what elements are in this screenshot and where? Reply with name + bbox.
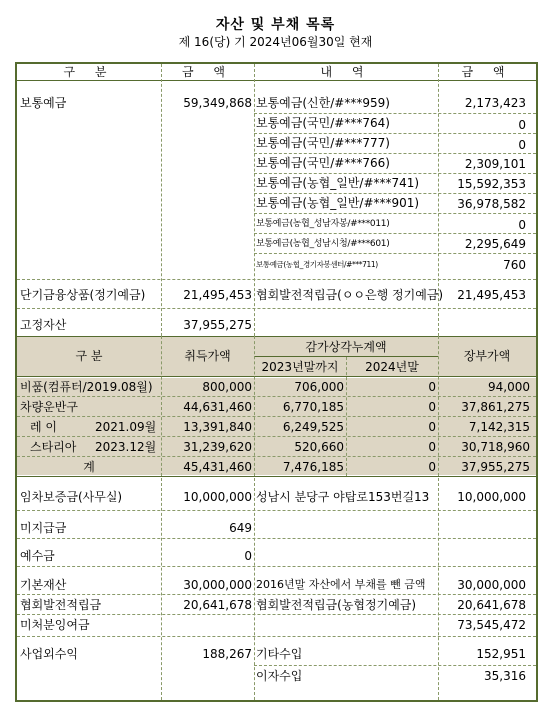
nonop-item-amount: 152,951 <box>476 647 526 661</box>
lease-deposit-amount: 10,000,000 <box>183 490 252 504</box>
asset-header-acquisition: 취득가액 <box>184 349 231 363</box>
deposit-item-desc: 보통예금(농협_일반/#***741) <box>256 176 420 190</box>
row-divider <box>17 396 536 397</box>
row-divider <box>17 636 536 637</box>
asset-row-name: 레 이 <box>30 420 57 434</box>
asset-total-book-value: 37,955,275 <box>461 460 530 474</box>
lease-deposit-desc-amount: 10,000,000 <box>457 490 526 504</box>
asset-header-book-value: 장부가액 <box>463 349 511 363</box>
deposit-item-amount: 15,592,353 <box>457 177 526 191</box>
asset-row-acquisition: 13,391,840 <box>183 420 252 434</box>
short-term-desc-amount: 21,495,453 <box>457 288 526 302</box>
nonop-item-desc: 기타수입 <box>256 647 303 661</box>
reserve-fund-label: 협회발전적립금 <box>20 598 102 612</box>
asset-row-book-value: 7,142,315 <box>468 420 530 434</box>
row-divider <box>17 279 536 280</box>
asset-row-dep-2024: 0 <box>428 420 436 434</box>
asset-row-name: 스타리아 <box>30 440 77 454</box>
asset-header-until-2023: 2023년말까지 <box>261 360 339 374</box>
asset-header-depreciation: 감가상각누계액 <box>305 340 387 354</box>
asset-total-dep-2023: 7,476,185 <box>282 460 344 474</box>
asset-row-book-value: 30,718,960 <box>461 440 530 454</box>
header-detail-amount: 금 액 <box>438 64 536 81</box>
deposits-amount: 59,349,868 <box>183 96 252 110</box>
short-term-desc: 협회발전적립금(ㅇㅇ은행 정기예금) <box>256 288 444 302</box>
base-property-desc-amount: 30,000,000 <box>457 578 526 592</box>
row-divider <box>17 476 536 477</box>
header-details: 내 역 <box>254 64 438 81</box>
deposit-item-desc: 보통예금(농협_일반/#***901) <box>256 196 420 210</box>
row-divider <box>17 336 536 337</box>
row-divider <box>17 594 536 595</box>
surplus-desc-amount: 73,545,472 <box>457 618 526 632</box>
row-divider <box>17 510 536 511</box>
asset-total-acquisition: 45,431,460 <box>183 460 252 474</box>
reserve-fund-amount: 20,641,678 <box>183 598 252 612</box>
asset-header-2024: 2024년말 <box>365 360 419 374</box>
reserve-fund-desc: 협회발전적립금(농협정기예금) <box>256 598 417 612</box>
short-term-label: 단기금융상품(정기예금) <box>20 288 146 302</box>
deposit-item-amount: 36,978,582 <box>457 197 526 211</box>
deposit-item-desc: 보통예금(국민/#***766) <box>256 156 390 170</box>
deposit-item-desc: 보통예금(농협_성남자봉/#***011) <box>256 219 390 229</box>
asset-row-dep-2023: 6,249,525 <box>282 420 344 434</box>
asset-row-dep-2024: 0 <box>428 440 436 454</box>
deposit-item-desc: 보통예금(신한/#***959) <box>256 96 390 110</box>
row-divider <box>254 253 536 254</box>
deposit-item-desc: 보통예금(농협_성남시청/#***601) <box>256 239 390 249</box>
row-divider <box>17 614 536 615</box>
nonop-item-desc: 이자수입 <box>256 669 303 683</box>
asset-row-book-value: 37,861,275 <box>461 400 530 414</box>
unpaid-label: 미지급금 <box>20 521 67 535</box>
deposit-item-amount: 2,173,423 <box>464 96 526 110</box>
nonop-income-label: 사업외수익 <box>20 647 78 661</box>
page-title: 자산 및 부채 목록 <box>215 17 336 33</box>
column-divider <box>254 64 255 336</box>
row-divider <box>254 665 536 666</box>
asset-row-name: 차량운반구 <box>20 400 78 414</box>
asset-header-category: 구 분 <box>75 349 103 363</box>
page-subtitle: 제 16(당) 기 2024년06월30일 현재 <box>178 35 373 49</box>
header-category: 구 분 <box>17 64 161 81</box>
fixed-assets-amount: 37,955,275 <box>183 318 252 332</box>
unpaid-amount: 649 <box>229 521 252 535</box>
deposit-item-amount: 0 <box>518 138 526 152</box>
asset-row-acquisition: 31,239,620 <box>183 440 252 454</box>
row-divider <box>17 566 536 567</box>
asset-row-book-value: 94,000 <box>488 380 530 394</box>
row-divider <box>17 308 536 309</box>
deposit-item-amount: 2,295,649 <box>464 237 526 251</box>
deposit-item-amount: 0 <box>518 118 526 132</box>
asset-row-date: 2021.09월 <box>95 420 157 434</box>
nonop-income-amount: 188,267 <box>202 647 252 661</box>
asset-row-dep-2023: 706,000 <box>294 380 344 394</box>
row-divider <box>17 416 536 417</box>
header-amount: 금 액 <box>161 64 254 81</box>
asset-total-dep-2024: 0 <box>428 460 436 474</box>
base-property-amount: 30,000,000 <box>183 578 252 592</box>
row-divider <box>17 436 536 437</box>
asset-row-name: 비품(컴퓨터/2019.08월) <box>20 380 153 394</box>
asset-total-label: 계 <box>83 460 95 474</box>
nonop-item-amount: 35,316 <box>484 669 526 683</box>
deposit-item-desc: 보통예금(국민/#***777) <box>256 136 390 150</box>
deposit-item-amount: 760 <box>503 258 526 272</box>
asset-row-dep-2023: 520,660 <box>294 440 344 454</box>
deposit-item-desc: 보통예금(농협_경기자봉센터/#***711) <box>256 260 378 269</box>
deposit-item-amount: 2,309,101 <box>464 157 526 171</box>
lease-deposit-label: 임차보증금(사무실) <box>20 490 123 504</box>
base-property-label: 기본재산 <box>20 578 67 592</box>
surplus-label: 미처분잉여금 <box>20 618 90 632</box>
asset-row-dep-2024: 0 <box>428 380 436 394</box>
asset-row-date: 2023.12월 <box>95 440 157 454</box>
row-divider <box>254 213 536 214</box>
short-term-amount: 21,495,453 <box>183 288 252 302</box>
column-divider <box>254 478 255 700</box>
asset-row-dep-2024: 0 <box>428 400 436 414</box>
column-divider <box>438 478 439 700</box>
deposit-item-amount: 0 <box>518 218 526 232</box>
base-property-desc: 2016년말 자산에서 부채를 뺀 금액 <box>256 578 426 591</box>
fixed-assets-label: 고정자산 <box>20 318 67 332</box>
row-divider <box>17 456 536 457</box>
reserve-fund-desc-amount: 20,641,678 <box>457 598 526 612</box>
lease-deposit-desc: 성남시 분당구 야탑로153번길13 <box>256 490 430 504</box>
asset-row-dep-2023: 6,770,185 <box>282 400 344 414</box>
asset-row-acquisition: 44,631,460 <box>183 400 252 414</box>
row-divider <box>17 376 536 377</box>
asset-row-acquisition: 800,000 <box>202 380 252 394</box>
deposits-label: 보통예금 <box>20 96 67 110</box>
deposit-received-label: 예수금 <box>20 549 55 563</box>
row-divider <box>17 538 536 539</box>
deposit-item-desc: 보통예금(국민/#***764) <box>256 116 390 130</box>
deposit-received-amount: 0 <box>244 549 252 563</box>
